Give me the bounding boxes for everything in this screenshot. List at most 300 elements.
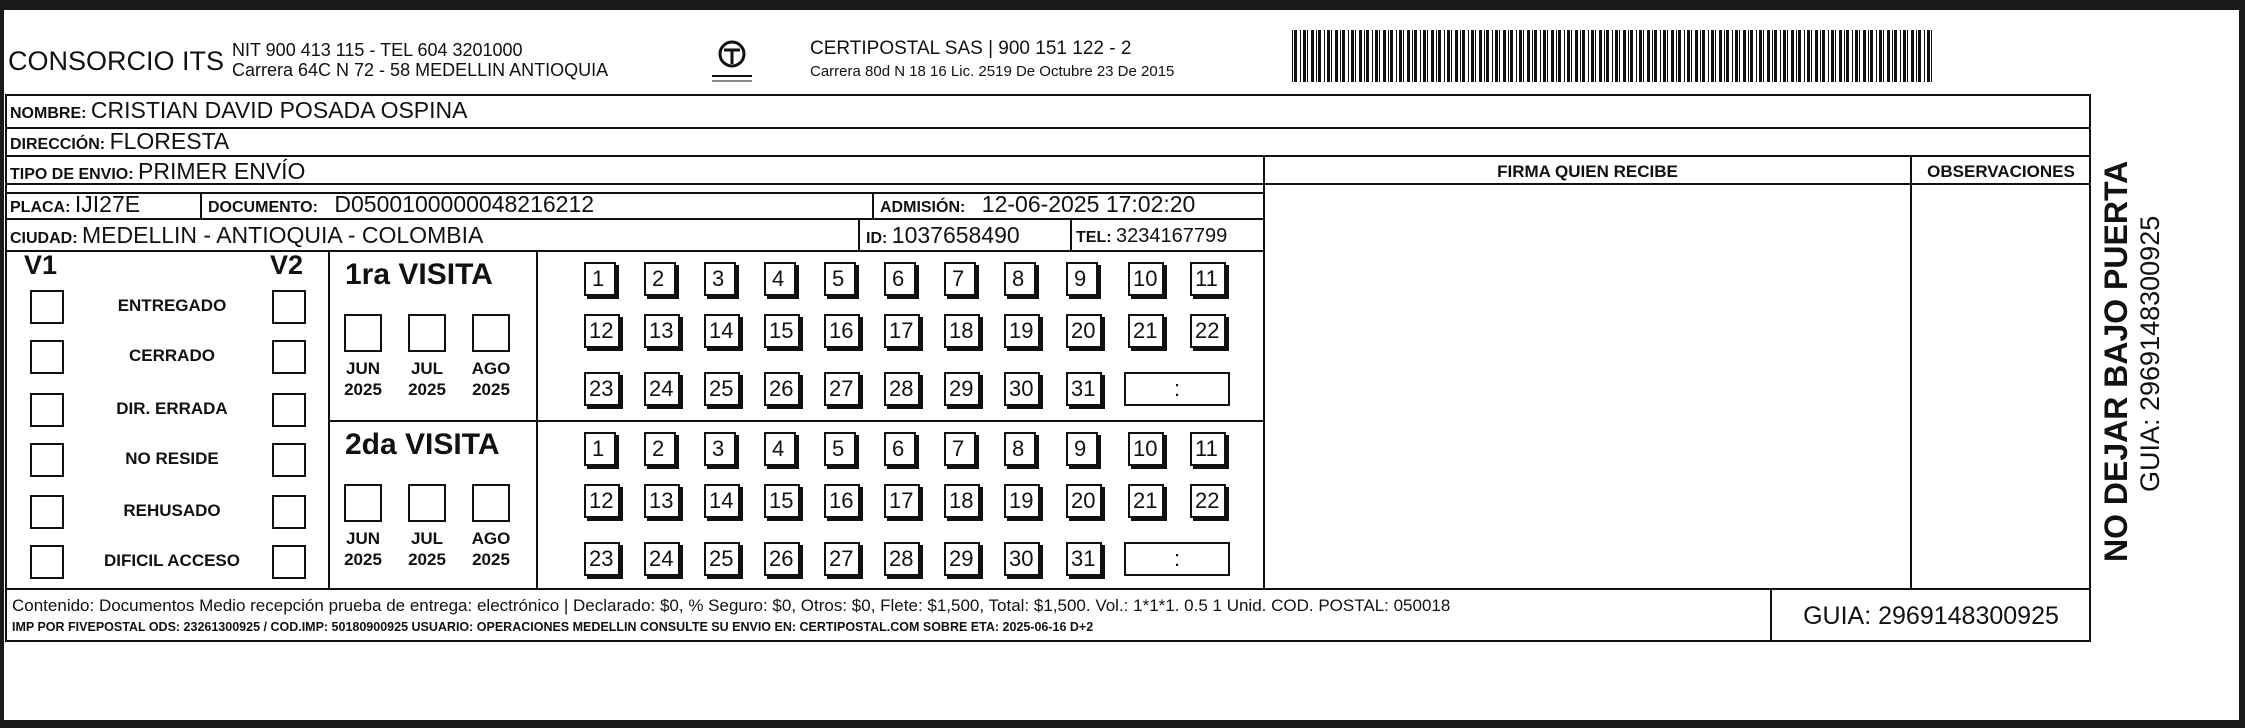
barcode-bar: [1756, 30, 1757, 82]
barcode-bar: [1571, 30, 1572, 82]
barcode-bar: [1388, 30, 1389, 82]
barcode-bar: [1534, 30, 1537, 82]
barcode-bar: [1471, 30, 1474, 82]
barcode-bar: [1532, 30, 1533, 82]
barcode-bar: [1580, 30, 1581, 82]
barcode-bar: [1931, 30, 1932, 82]
barcode-bar: [1623, 30, 1626, 82]
barcode-bar: [1519, 30, 1522, 82]
v2-checkbox[interactable]: [272, 495, 306, 529]
barcode-bar: [1735, 30, 1738, 82]
barcode-bar: [1407, 30, 1410, 82]
day-checkbox[interactable]: 11: [1190, 262, 1226, 296]
day-checkbox[interactable]: 6: [884, 432, 916, 466]
placa-value: IJI27E: [74, 191, 141, 217]
day-checkbox[interactable]: 19: [1004, 314, 1040, 348]
barcode-bar: [1807, 30, 1810, 82]
barcode-bar: [1342, 30, 1345, 82]
barcode-bar: [1447, 30, 1450, 82]
footer-imp: IMP POR FIVEPOSTAL ODS: 23261300925 / COD.IMP: 50180900925 USUARIO: OPERACIONES MEDELLIN CONSULTE SU ENVIO EN: CERTIPOSTAL.COM SOBRE ETA: 2025-06-16 D+2: [12, 620, 1094, 634]
month-label: [466, 358, 516, 400]
barcode-bar: [1835, 30, 1836, 82]
status-option-label: REHUSADO: [123, 501, 221, 520]
nombre-value: CRISTIAN DAVID POSADA OSPINA: [90, 97, 468, 123]
barcode-bar: [1724, 30, 1725, 82]
barcode-bar: [1540, 30, 1541, 82]
barcode-bar: [1804, 30, 1805, 82]
day-checkbox[interactable]: 31: [1066, 542, 1102, 576]
barcode-bar: [1412, 30, 1413, 82]
day-checkbox[interactable]: 12: [584, 484, 620, 518]
barcode-bar: [1575, 30, 1578, 82]
status-option-label: DIFICIL ACCESO: [103, 551, 240, 570]
barcode-bar: [1396, 30, 1397, 82]
day-checkbox[interactable]: 28: [884, 542, 920, 576]
barcode-bar: [1652, 30, 1653, 82]
month-name: AGO: [471, 529, 511, 548]
barcode-bar: [1726, 30, 1729, 82]
admision-row: [880, 193, 1195, 216]
barcode-bar: [1564, 30, 1565, 82]
barcode-bar: [1798, 30, 1801, 82]
observaciones-area[interactable]: [1912, 185, 2090, 587]
barcode-bar: [1390, 30, 1393, 82]
time-field[interactable]: :: [1124, 542, 1230, 576]
barcode-bar: [1359, 30, 1362, 82]
status-option-label: DIR. ERRADA: [116, 399, 228, 418]
barcode-bar: [1876, 30, 1877, 82]
barcode-bar: [1335, 30, 1338, 82]
barcode-bar: [1636, 30, 1637, 82]
v1-header: V1: [24, 250, 58, 280]
admision-value: 12-06-2025 17:02:20: [981, 191, 1196, 217]
day-checkbox[interactable]: 2: [644, 262, 676, 296]
barcode-bar: [1303, 30, 1306, 82]
day-checkbox[interactable]: 19: [1004, 484, 1040, 518]
day-checkbox[interactable]: 7: [944, 432, 976, 466]
barcode-bar: [1510, 30, 1513, 82]
barcode-bar: [1907, 30, 1908, 82]
side-guia: GUIA: 2969148300925: [2135, 215, 2165, 492]
barcode-bar: [1486, 30, 1489, 82]
v2-checkbox[interactable]: [272, 393, 306, 427]
firma-header: FIRMA QUIEN RECIBE: [1497, 162, 1678, 181]
barcode: [1292, 30, 1934, 82]
day-checkbox[interactable]: 21: [1128, 314, 1164, 348]
barcode-bar: [1619, 30, 1620, 82]
day-checkbox[interactable]: 7: [944, 262, 976, 296]
barcode-bar: [1732, 30, 1733, 82]
day-checkbox[interactable]: 10: [1128, 432, 1164, 466]
barcode-bar: [1691, 30, 1692, 82]
barcode-bar: [1846, 30, 1849, 82]
tel-row: [1076, 226, 1227, 246]
barcode-bar: [1331, 30, 1332, 82]
barcode-bar: [1868, 30, 1869, 82]
bottom-border: [0, 720, 2245, 728]
barcode-bar: [1606, 30, 1609, 82]
day-checkbox[interactable]: 16: [824, 484, 860, 518]
barcode-bar: [1403, 30, 1404, 82]
barcode-bar: [1444, 30, 1445, 82]
placa-row: [10, 193, 140, 216]
barcode-bar: [1870, 30, 1873, 82]
barcode-bar: [1750, 30, 1753, 82]
barcode-bar: [1715, 30, 1716, 82]
barcode-bar: [1543, 30, 1546, 82]
barcode-bar: [1828, 30, 1829, 82]
barcode-bar: [1451, 30, 1452, 82]
day-checkbox[interactable]: 5: [824, 432, 856, 466]
barcode-bar: [1327, 30, 1330, 82]
month-name: JUL: [410, 359, 444, 378]
barcode-bar: [1911, 30, 1914, 82]
month-year: 2025: [408, 550, 446, 569]
barcode-bar: [1783, 30, 1786, 82]
day-checkbox[interactable]: 29: [944, 542, 980, 576]
visit-title: 1ra VISITA: [345, 258, 493, 291]
barcode-bar: [1558, 30, 1561, 82]
month-checkbox[interactable]: [472, 314, 510, 352]
month-name: AGO: [471, 359, 511, 378]
barcode-bar: [1567, 30, 1570, 82]
barcode-bar: [1700, 30, 1701, 82]
day-checkbox[interactable]: 28: [884, 372, 920, 406]
day-checkbox[interactable]: 4: [764, 432, 796, 466]
barcode-bar: [1660, 30, 1661, 82]
barcode-bar: [1767, 30, 1770, 82]
barcode-bar: [1355, 30, 1356, 82]
day-checkbox[interactable]: 17: [884, 484, 920, 518]
day-checkbox[interactable]: 20: [1066, 314, 1102, 348]
ciudad-label: CIUDAD:: [10, 230, 78, 247]
day-checkbox[interactable]: 1: [584, 262, 616, 296]
month-checkbox[interactable]: [408, 314, 446, 352]
day-checkbox[interactable]: 17: [884, 314, 920, 348]
day-checkbox[interactable]: 8: [1004, 262, 1036, 296]
barcode-bar: [1556, 30, 1557, 82]
barcode-bar: [1654, 30, 1657, 82]
day-checkbox[interactable]: 8: [1004, 432, 1036, 466]
day-checkbox[interactable]: 25: [704, 372, 740, 406]
barcode-bar: [1678, 30, 1681, 82]
barcode-bar: [1796, 30, 1797, 82]
month-name: JUN: [345, 529, 380, 548]
barcode-bar: [1684, 30, 1685, 82]
side-warning: NO DEJAR BAJO PUERTA: [2098, 160, 2134, 562]
company-name: CONSORCIO ITS: [8, 46, 225, 76]
barcode-bar: [1495, 30, 1498, 82]
barcode-bar: [1772, 30, 1773, 82]
barcode-bar: [1647, 30, 1650, 82]
barcode-bar: [1900, 30, 1901, 82]
barcode-bar: [1811, 30, 1812, 82]
day-checkbox[interactable]: 30: [1004, 372, 1040, 406]
barcode-bar: [1300, 30, 1301, 82]
barcode-bar: [1879, 30, 1882, 82]
barcode-bar: [1822, 30, 1825, 82]
day-checkbox[interactable]: 26: [764, 372, 800, 406]
month-label: [402, 358, 452, 400]
barcode-bar: [1364, 30, 1365, 82]
barcode-bar: [1903, 30, 1906, 82]
observaciones-header: OBSERVACIONES: [1927, 162, 2075, 181]
barcode-bar: [1687, 30, 1690, 82]
barcode-bar: [1527, 30, 1530, 82]
direccion-value: FLORESTA: [109, 128, 230, 154]
barcode-bar: [1479, 30, 1482, 82]
certipostal-address: Carrera 80d N 18 16 Lic. 2519 De Octubre 23 De 2015: [810, 63, 1175, 80]
day-checkbox[interactable]: 24: [644, 372, 680, 406]
barcode-bar: [1615, 30, 1618, 82]
barcode-bar: [1780, 30, 1781, 82]
barcode-bar: [1719, 30, 1722, 82]
day-checkbox[interactable]: 22: [1190, 484, 1226, 518]
barcode-bar: [1588, 30, 1589, 82]
day-checkbox[interactable]: 18: [944, 484, 980, 518]
barcode-bar: [1643, 30, 1644, 82]
status-option-label: NO RESIDE: [125, 449, 219, 468]
day-checkbox[interactable]: 31: [1066, 372, 1102, 406]
barcode-bar: [1671, 30, 1674, 82]
day-checkbox[interactable]: 30: [1004, 542, 1040, 576]
barcode-bar: [1372, 30, 1373, 82]
month-year: 2025: [472, 550, 510, 569]
barcode-bar: [1916, 30, 1917, 82]
day-checkbox[interactable]: 15: [764, 314, 800, 348]
tipo-envio-row: [10, 160, 305, 183]
barcode-bar: [1595, 30, 1596, 82]
day-checkbox[interactable]: 27: [824, 372, 860, 406]
month-label: [402, 528, 452, 570]
barcode-bar: [1883, 30, 1884, 82]
month-checkbox[interactable]: [344, 314, 382, 352]
barcode-bar: [1468, 30, 1469, 82]
day-checkbox[interactable]: 2: [644, 432, 676, 466]
certipostal-name: CERTIPOSTAL SAS | 900 151 122 - 2: [810, 38, 1132, 59]
barcode-bar: [1918, 30, 1921, 82]
barcode-bar: [1438, 30, 1441, 82]
day-checkbox[interactable]: 9: [1066, 432, 1098, 466]
month-year: 2025: [344, 550, 382, 569]
barcode-bar: [1639, 30, 1642, 82]
day-checkbox[interactable]: 10: [1128, 262, 1164, 296]
barcode-bar: [1630, 30, 1633, 82]
id-label: ID:: [866, 230, 888, 247]
day-checkbox[interactable]: 15: [764, 484, 800, 518]
barcode-bar: [1414, 30, 1417, 82]
day-checkbox[interactable]: 25: [704, 542, 740, 576]
barcode-bar: [1307, 30, 1308, 82]
status-option-label: CERRADO: [129, 346, 215, 365]
day-checkbox[interactable]: 23: [584, 542, 620, 576]
certipostal-logo: [704, 36, 760, 86]
day-checkbox[interactable]: 13: [644, 484, 680, 518]
month-checkbox[interactable]: [408, 484, 446, 522]
v2-checkbox[interactable]: [272, 443, 306, 477]
month-label: [338, 528, 388, 570]
month-year: 2025: [472, 380, 510, 399]
month-label: [338, 358, 388, 400]
barcode-bar: [1791, 30, 1794, 82]
v1-checkbox[interactable]: [30, 495, 64, 529]
day-checkbox[interactable]: 1: [584, 432, 616, 466]
day-checkbox[interactable]: 5: [824, 262, 856, 296]
footer-contenido: Contenido: Documentos Medio recepción prueba de entrega: electrónico | Declarado: $0, % Seguro: $0, Otros: $0, Flete: $1,500, Total: $1,500. Vol.: 1*1*1. 0.5 1 Unid. COD. POSTAL: 050018: [12, 596, 1451, 615]
barcode-bar: [1383, 30, 1386, 82]
barcode-bar: [1551, 30, 1554, 82]
barcode-bar: [1324, 30, 1325, 82]
day-checkbox[interactable]: 18: [944, 314, 980, 348]
v1-checkbox[interactable]: [30, 290, 64, 324]
admision-label: ADMISIÓN:: [880, 199, 966, 216]
barcode-bar: [1366, 30, 1369, 82]
tel-value: 3234167799: [1116, 225, 1228, 247]
barcode-bar: [1599, 30, 1602, 82]
tipo-envio-label: TIPO DE ENVIO:: [10, 166, 134, 183]
v1-checkbox[interactable]: [30, 545, 64, 579]
barcode-bar: [1436, 30, 1437, 82]
barcode-bar: [1379, 30, 1380, 82]
barcode-bar: [1748, 30, 1749, 82]
barcode-bar: [1708, 30, 1709, 82]
barcode-bar: [1628, 30, 1629, 82]
ciudad-row: [10, 224, 483, 247]
barcode-bar: [1582, 30, 1585, 82]
barcode-bar: [1475, 30, 1476, 82]
day-checkbox[interactable]: 24: [644, 542, 680, 576]
barcode-bar: [1492, 30, 1493, 82]
v2-checkbox[interactable]: [272, 545, 306, 579]
barcode-bar: [1294, 30, 1297, 82]
v1-checkbox[interactable]: [30, 340, 64, 374]
barcode-bar: [1604, 30, 1605, 82]
footer-guia: GUIA: 2969148300925: [1803, 602, 2059, 630]
tipo-envio-value: PRIMER ENVÍO: [138, 158, 306, 184]
barcode-bar: [1695, 30, 1698, 82]
barcode-bar: [1815, 30, 1818, 82]
barcode-bar: [1523, 30, 1524, 82]
barcode-bar: [1702, 30, 1705, 82]
month-checkbox[interactable]: [344, 484, 382, 522]
barcode-bar: [1462, 30, 1465, 82]
v2-checkbox[interactable]: [272, 290, 306, 324]
barcode-bar: [1375, 30, 1378, 82]
barcode-bar: [1460, 30, 1461, 82]
visit-title: 2da VISITA: [345, 428, 500, 461]
barcode-bar: [1484, 30, 1485, 82]
left-border: [0, 0, 4, 728]
day-checkbox[interactable]: 4: [764, 262, 796, 296]
barcode-bar: [1420, 30, 1421, 82]
day-checkbox[interactable]: 12: [584, 314, 620, 348]
day-checkbox[interactable]: 11: [1190, 432, 1226, 466]
day-checkbox[interactable]: 6: [884, 262, 916, 296]
barcode-bar: [1887, 30, 1890, 82]
barcode-bar: [1852, 30, 1853, 82]
direccion-row: [10, 130, 229, 153]
nombre-label: NOMBRE:: [10, 105, 87, 122]
day-checkbox[interactable]: 23: [584, 372, 620, 406]
barcode-bar: [1820, 30, 1821, 82]
ciudad-value: MEDELLIN - ANTIOQUIA - COLOMBIA: [82, 222, 484, 248]
company-nit: NIT 900 413 115 - TEL 604 3201000: [232, 40, 523, 60]
documento-value: D0500100000048216212: [334, 191, 595, 217]
barcode-bar: [1924, 30, 1925, 82]
month-year: 2025: [344, 380, 382, 399]
day-checkbox[interactable]: 22: [1190, 314, 1226, 348]
barcode-bar: [1711, 30, 1714, 82]
barcode-bar: [1348, 30, 1349, 82]
status-option-label: ENTREGADO: [117, 296, 227, 315]
day-checkbox[interactable]: 13: [644, 314, 680, 348]
day-checkbox[interactable]: 16: [824, 314, 860, 348]
day-checkbox[interactable]: 27: [824, 542, 860, 576]
day-checkbox[interactable]: 14: [704, 484, 740, 518]
day-checkbox[interactable]: 26: [764, 542, 800, 576]
day-checkbox[interactable]: 29: [944, 372, 980, 406]
barcode-bar: [1663, 30, 1666, 82]
nombre-row: [10, 99, 468, 122]
day-checkbox[interactable]: 21: [1128, 484, 1164, 518]
direccion-label: DIRECCIÓN:: [10, 136, 106, 153]
firma-area[interactable]: [1265, 185, 1910, 587]
barcode-bar: [1743, 30, 1746, 82]
barcode-bar: [1591, 30, 1594, 82]
month-year: 2025: [408, 380, 446, 399]
barcode-bar: [1340, 30, 1341, 82]
barcode-bar: [1431, 30, 1434, 82]
barcode-bar: [1667, 30, 1668, 82]
barcode-bar: [1859, 30, 1860, 82]
time-field[interactable]: :: [1124, 372, 1230, 406]
barcode-bar: [1787, 30, 1788, 82]
barcode-bar: [1894, 30, 1897, 82]
barcode-bar: [1516, 30, 1517, 82]
barcode-bar: [1676, 30, 1677, 82]
barcode-bar: [1508, 30, 1509, 82]
right-border: [2239, 0, 2245, 728]
barcode-bar: [1499, 30, 1500, 82]
day-checkbox[interactable]: 3: [704, 262, 736, 296]
barcode-bar: [1547, 30, 1548, 82]
barcode-bar: [1759, 30, 1762, 82]
day-checkbox[interactable]: 3: [704, 432, 736, 466]
barcode-bar: [1311, 30, 1314, 82]
id-value: 1037658490: [891, 222, 1020, 248]
barcode-bar: [1863, 30, 1866, 82]
v1-checkbox[interactable]: [30, 443, 64, 477]
barcode-bar: [1839, 30, 1842, 82]
documento-row: [208, 193, 594, 216]
month-name: JUN: [345, 359, 380, 378]
day-checkbox[interactable]: 20: [1066, 484, 1102, 518]
barcode-bar: [1427, 30, 1428, 82]
barcode-bar: [1831, 30, 1834, 82]
day-checkbox[interactable]: 9: [1066, 262, 1098, 296]
month-checkbox[interactable]: [472, 484, 510, 522]
day-checkbox[interactable]: 14: [704, 314, 740, 348]
v1-checkbox[interactable]: [30, 393, 64, 427]
barcode-bar: [1399, 30, 1402, 82]
v2-checkbox[interactable]: [272, 340, 306, 374]
barcode-bar: [1316, 30, 1317, 82]
v2-header: V2: [270, 250, 304, 280]
barcode-bar: [1423, 30, 1426, 82]
month-label: [466, 528, 516, 570]
barcode-bar: [1855, 30, 1858, 82]
placa-label: PLACA:: [10, 199, 71, 216]
